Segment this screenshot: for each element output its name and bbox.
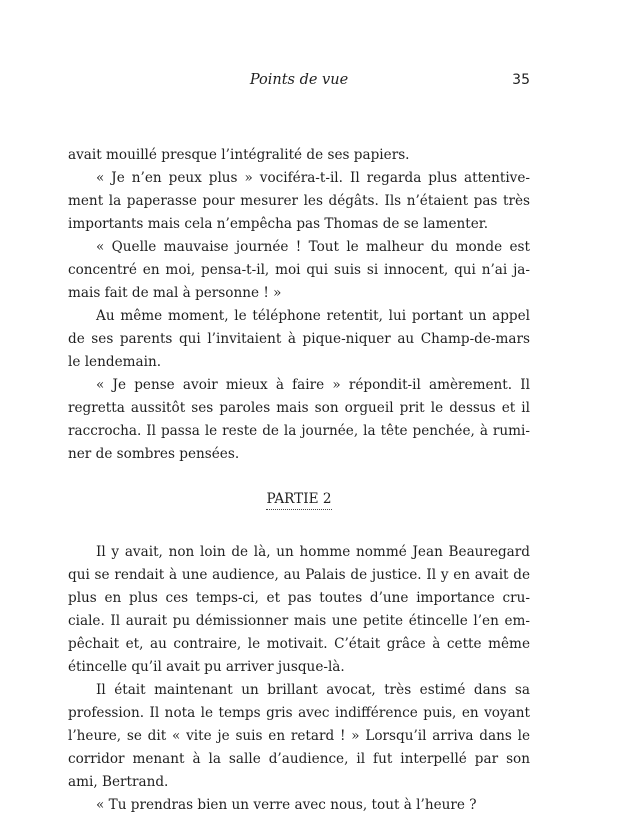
text-line: concentré en moi, pensa-t-il, moi qui suis si innocent, qui n’ai ja- (68, 262, 530, 278)
text-line: ciale. Il aurait pu démissionner mais une petite étincelle l’en em- (68, 613, 530, 629)
text-block-before-heading (68, 144, 530, 466)
text-line: de ses parents qui l’invitaient à pique-niquer au Champ-de-mars (68, 331, 530, 347)
paragraph (68, 305, 530, 374)
text-line: « Tu prendras bien un verre avec nous, tout à l’heure ? (96, 797, 477, 813)
text-line: Au même moment, le téléphone retentit, lui portant un appel (96, 308, 530, 324)
paragraph (68, 374, 530, 466)
paragraph (68, 144, 530, 167)
text-line: raccrocha. Il passa le reste de la journée, la tête penchée, à rumi- (68, 423, 530, 439)
text-block-after-heading (68, 541, 530, 817)
text-line: ment la paperasse pour mesurer les dégâts. Ils n’étaient pas très (68, 193, 530, 209)
paragraph (68, 541, 530, 679)
paragraph (68, 794, 530, 817)
text-line: corridor menant à la salle d’audience, il fut interpellé par son (68, 751, 530, 767)
text-line: mais fait de mal à personne ! » (68, 285, 282, 301)
text-line: Il était maintenant un brillant avocat, très estimé dans sa (96, 682, 530, 698)
text-line: ner de sombres pensées. (68, 446, 240, 462)
paragraph (68, 236, 530, 305)
text-line: l’heure, se dit « vite je suis en retard ! » Lorsqu’il arriva dans le (68, 728, 530, 744)
text-line: « Je n’en peux plus » vociféra-t-il. Il regarda plus attentive- (96, 170, 530, 186)
text-line: plus en plus ces temps-ci, et pas toutes d’une importance cru- (68, 590, 530, 606)
text-line: étincelle qu’il avait pu arriver jusque-là. (68, 659, 345, 675)
text-line: Il y avait, non loin de là, un homme nommé Jean Beauregard (96, 544, 530, 560)
page-number: 35 (512, 72, 530, 88)
running-header (68, 72, 530, 96)
text-line: qui se rendait à une audience, au Palais de justice. Il y en avait de (68, 567, 530, 583)
paragraph (68, 167, 530, 236)
text-line: avait mouillé presque l’intégralité de ses papiers. (68, 147, 410, 163)
text-line: regretta aussitôt ses paroles mais son orgueil prit le dessus et il (68, 400, 530, 416)
text-line: importants mais cela n’empêcha pas Thomas de se lamenter. (68, 216, 489, 232)
paragraph (68, 679, 530, 794)
text-line: le lendemain. (68, 354, 162, 370)
body-text (68, 144, 530, 817)
section-heading-label: PARTIE 2 (266, 490, 331, 510)
text-line: ami, Bertrand. (68, 774, 169, 790)
text-line: pêchait et, au contraire, le motivait. C’était grâce à cette même (68, 636, 530, 652)
text-line: profession. Il nota le temps gris avec indifférence puis, en voyant (68, 705, 530, 721)
text-line: « Je pense avoir mieux à faire » répondit-il amèrement. Il (96, 377, 530, 393)
section-heading (68, 488, 530, 511)
running-title: Points de vue (249, 72, 349, 88)
text-line: « Quelle mauvaise journée ! Tout le malheur du monde est (96, 239, 530, 255)
